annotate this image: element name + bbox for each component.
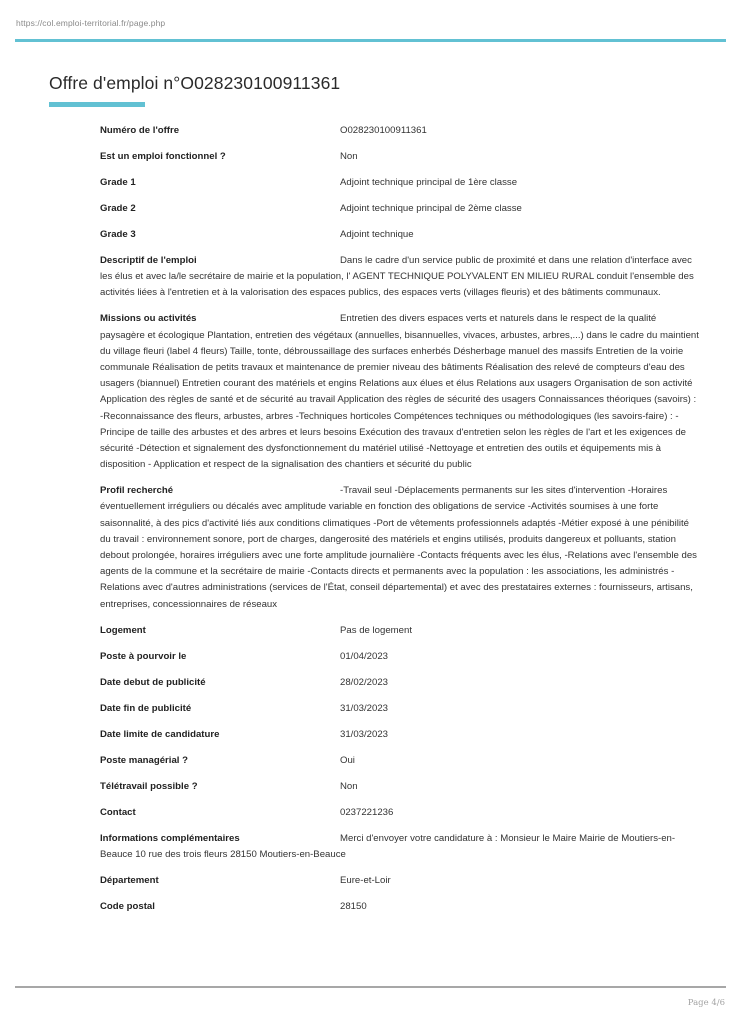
detail-row-start-date [100,649,700,665]
detail-value: Oui [340,754,355,766]
page-indicator: Page 4/6 [687,998,725,1008]
detail-value: Dans le cadre d'un service public de proximité et dans une relation d'interface avec les élus et avec la/le secrétaire de mairie et la population, l' AGENT TECHNIQUE POLYVALENT EN MILIEU RURAL conduit l'ensemble des activités liées à l'entretien et à la valorisation des espaces publics, des espaces verts (villages fleuris) et des bâtiments communaux. [100,255,694,299]
detail-label: Profil recherché [100,485,174,497]
page-title: Offre d'emploi n°O028230100911361 [49,73,341,93]
detail-row-postal-code [100,899,700,915]
detail-value: 01/04/2023 [340,650,389,662]
detail-value: Merci d'envoyer votre candidature à : Monsieur le Maire Mairie de Moutiers-en-Beauce 10 rue des trois fleurs 28150 Moutiers-en-Beauce [100,832,676,860]
detail-row-grade-3 [100,227,700,243]
detail-row-contact [100,805,700,821]
detail-label: Numéro de l'offre [100,125,180,136]
header-divider [15,39,726,42]
detail-row-grade-2 [100,201,700,217]
detail-value: Eure-et-Loir [340,874,391,886]
detail-value: 31/03/2023 [340,702,389,714]
detail-row-functional-job [100,149,700,165]
detail-label: Poste managérial ? [100,754,188,766]
detail-label: Code postal [100,900,155,912]
detail-value: Non [340,151,358,162]
detail-value: Entretien des divers espaces verts et naturels dans le respect de la qualité paysagère et écologique Plantation, entretien des végétaux (annuelles, bisannuelles, vivaces, arbustes, arbres,...) dans le cadre du maintient du village fleuri (label 4 fleurs) Taille, tonte, débroussaillage des surfaces enherbés Désherbage manuel des massifs Entretien de la voirie communale Réalisation de petits travaux et maintenance de premier niveau des bâtiments Réalisation des relevé de compteurs d'eau des usagers (biannuel) Entretien courant des matériels et engins Relations aux élues et élus Relations aux usagers Organisation de son activité Application des règles de santé et de sécurité au travail Application des règles de sécurité des usagers Connaissances théoriques (savoirs) : -Reconnaissance des fleurs, arbustes, arbres -Techniques horticoles Compétences techniques ou méthodologiques (les savoirs-faire) : -Principe de taille des arbustes et des arbres et leurs besoins Exécution des travaux d'entretien selon les règles de l'art et les exigences de sécurité -Détection et signalement des dysfonctionnement du matériel utilisé -Nettoyage et entretien des outils et équipements mis à disposition - Application et respect de la signalisation des chantiers et sécurité du public [100,313,699,471]
detail-value: 28/02/2023 [340,676,389,688]
detail-row-grade-1 [100,175,700,191]
detail-label: Télétravail possible ? [100,780,198,792]
detail-label: Date debut de publicité [100,676,206,688]
detail-value: 31/03/2023 [340,728,389,740]
detail-label: Contact [100,806,136,818]
job-offer-details [100,123,700,925]
detail-row-application-deadline [100,727,700,743]
detail-row-profile [100,483,700,613]
detail-value: O028230100911361 [340,125,427,136]
detail-label: Logement [100,624,146,636]
detail-value: 28150 [340,900,367,912]
detail-row-remote-work [100,779,700,795]
detail-value: Pas de logement [340,624,412,636]
detail-value: Non [340,780,358,792]
detail-label: Missions ou activités [100,313,197,325]
detail-row-offer-number [100,123,700,139]
footer-divider [15,986,726,988]
detail-label: Date fin de publicité [100,702,192,714]
detail-label: Informations complémentaires [100,832,240,844]
detail-row-publication-end [100,701,700,717]
detail-label: Grade 2 [100,203,136,214]
detail-value: 0237221236 [340,806,394,818]
detail-label: Est un emploi fonctionnel ? [100,151,226,162]
detail-label: Poste à pourvoir le [100,650,187,662]
page-url-header: https://col.emploi-territorial.fr/page.php [16,18,166,28]
detail-row-job-description [100,253,700,302]
detail-value: -Travail seul -Déplacements permanents sur les sites d'intervention -Horaires éventuellement irréguliers ou décalés avec amplitude variable en fonction des obligations de service -Activités soumises à une forte saisonnalité, à des pics d'activité liés aux conditions climatiques -Port de vêtements professionnels adaptés -Métier exposé à une pénibilité du travail : environnement sonore, port de charges, dangerosité des matériels et engins utilisés, produits dangereux et polluants, station debout prolongée, horaires irréguliers avec une forte amplitude journalière -Contacts fréquents avec les élus, -Relations avec l'ensemble des agents de la commune et la secrétaire de mairie -Contacts directs et permanents avec la population : les associations, les administrés -Relations avec d'autres administrations (services de l'État, conseil départemental) et avec des prestataires externes : fournisseurs, artisans, entreprises, concessionnaires de réseaux [100,485,697,610]
detail-row-managerial [100,753,700,769]
title-underline [49,102,145,107]
detail-label: Grade 1 [100,177,136,188]
detail-label: Descriptif de l'emploi [100,255,197,266]
detail-label: Département [100,874,159,886]
detail-row-missions [100,311,700,473]
detail-row-department [100,873,700,889]
detail-label: Grade 3 [100,229,136,240]
detail-row-additional-info [100,831,700,863]
detail-label: Date limite de candidature [100,728,220,740]
detail-value: Adjoint technique [340,229,414,240]
detail-value: Adjoint technique principal de 2ème classe [340,203,522,214]
detail-value: Adjoint technique principal de 1ère classe [340,177,518,188]
detail-row-housing [100,623,700,639]
detail-row-publication-start [100,675,700,691]
